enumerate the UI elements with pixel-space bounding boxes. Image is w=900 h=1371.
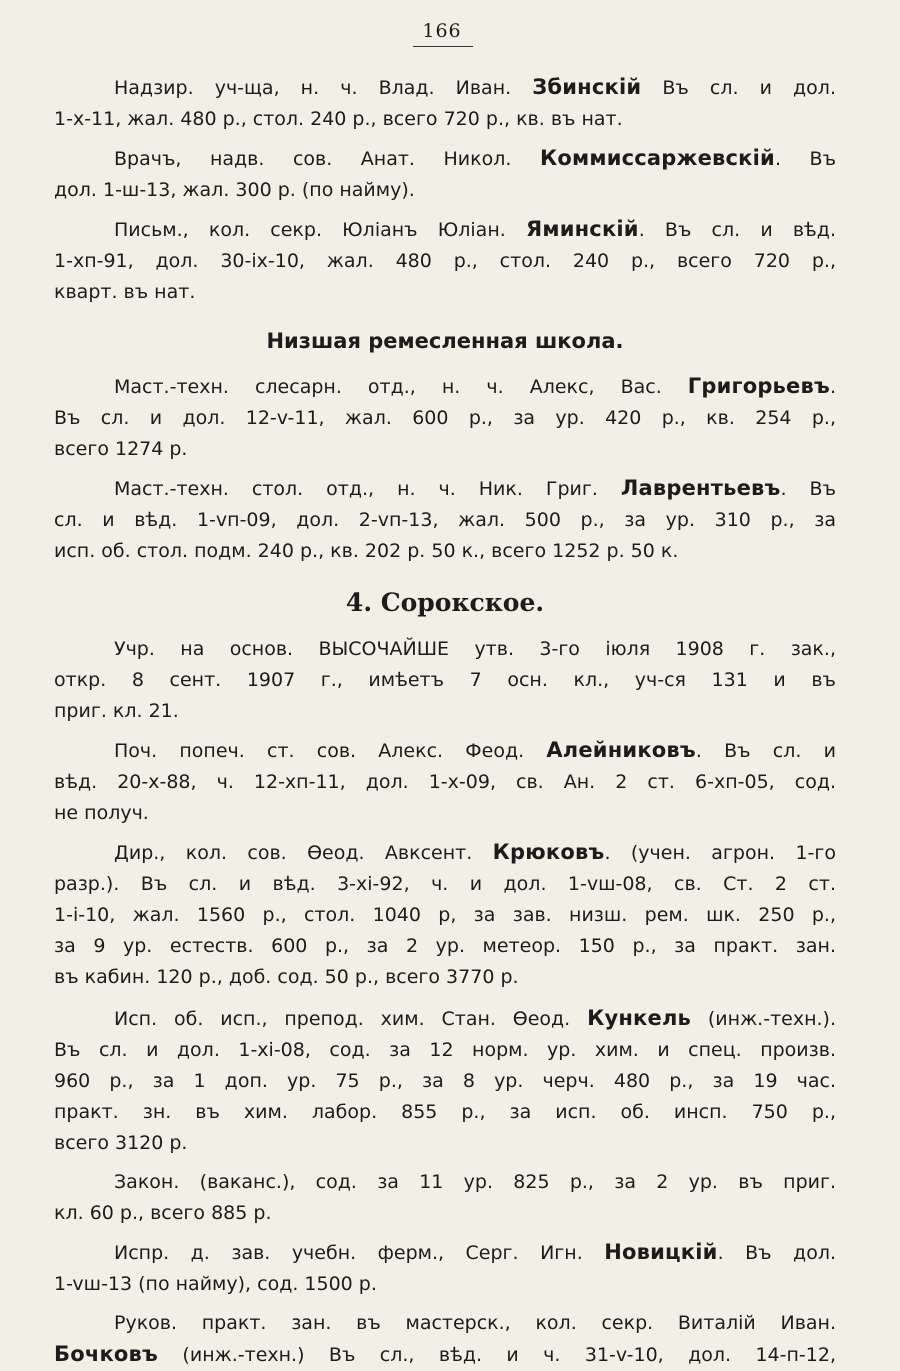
section-heading: 4. Сорокское. [345, 588, 545, 617]
entry-paragraph [54, 371, 836, 465]
page-body [54, 72, 836, 1371]
text-line: Маст.-техн. слесарн. отд., н. ч. Алекс, Вас. Григорьевъ. [114, 374, 836, 398]
text-line: сл. и вѣд. 1-vп-09, дол. 2-vп-13, жал. 500 р., за ур. 310 р., за [54, 509, 836, 531]
text-line: 960 р., за 1 доп. ур. 75 р., за 8 ур. черч. 480 р., за 19 час. [54, 1070, 836, 1092]
entry-paragraph [54, 473, 836, 567]
person-surname: Збинскій [532, 75, 642, 99]
text-line: всего 3120 р. [54, 1132, 188, 1154]
entry-paragraph [54, 634, 836, 727]
person-surname: Новицкій [604, 1240, 718, 1264]
text-line: въ кабин. 120 р., доб. сод. 50 р., всего 3770 р. [54, 966, 519, 988]
person-surname: Яминскій [525, 217, 639, 241]
person-surname: Кункель [587, 1006, 692, 1030]
text-line: вѣд. 20-х-88, ч. 12-хп-11, дол. 1-х-09, св. Ан. 2 ст. 6-хп-05, сод. [54, 771, 836, 793]
text-line: исп. об. стол. подм. 240 р., кв. 202 р. 50 к., всего 1252 р. 50 к. [54, 540, 679, 562]
text-line: Учр. на основ. ВЫСОЧАЙШЕ утв. 3-го іюля 1908 г. зак., [114, 638, 836, 660]
person-surname: Григорьевъ [687, 374, 830, 398]
text-line: Маст.-техн. стол. отд., н. ч. Ник. Григ. Лаврентьевъ. Въ [114, 476, 836, 500]
text-line: не получ. [54, 802, 149, 824]
text-line: 1-х-11, жал. 480 р., стол. 240 р., всего 720 р., кв. въ нат. [54, 108, 623, 130]
page-number-rule [413, 46, 473, 47]
text-line: Испр. д. зав. учебн. ферм., Серг. Игн. Новицкій. Въ дол. [114, 1240, 836, 1264]
spacer [54, 993, 836, 1003]
entry-paragraph [54, 1167, 836, 1229]
text-line: приг. кл. 21. [54, 700, 179, 722]
text-line: 1-і-10, жал. 1560 р., стол. 1040 р, за зав. низш. рем. шк. 250 р., [54, 904, 836, 926]
text-line: Поч. попеч. ст. сов. Алекс. Феод. Алейниковъ. Въ сл. и [114, 738, 836, 762]
entry-paragraph [54, 143, 836, 206]
entry-paragraph [54, 1237, 836, 1300]
text-line: кл. 60 р., всего 885 р. [54, 1202, 272, 1224]
entry-paragraph [54, 735, 836, 829]
text-line: Закон. (ваканс.), сод. за 11 ур. 825 р., за 2 ур. въ приг. [114, 1171, 836, 1193]
text-line: Дир., кол. сов. Ѳеод. Авксент. Крюковъ. (учен. агрон. 1-го [114, 840, 836, 864]
text-line: Руков. практ. зан. въ мастерск., кол. секр. Виталій Иван. [114, 1312, 836, 1334]
section-heading: Низшая ремесленная школа. [266, 329, 624, 353]
text-line: Надзир. уч-ща, н. ч. Влад. Иван. Збинскій Въ сл. и дол. [114, 75, 836, 99]
entry-paragraph [54, 837, 836, 993]
text-line: кварт. въ нат. [54, 281, 196, 303]
entry-paragraph [54, 214, 836, 308]
text-line: 1-хп-91, дол. 30-іх-10, жал. 480 р., стол. 240 р., всего 720 р., [54, 250, 836, 272]
person-surname: Крюковъ [492, 840, 605, 864]
person-surname: Лаврентьевъ [620, 476, 781, 500]
entry-paragraph [54, 1003, 836, 1159]
text-line: практ. зн. въ хим. лабор. 855 р., за исп. об. инсп. 750 р., [54, 1101, 836, 1123]
entry-paragraph [54, 72, 836, 135]
text-line: Въ сл. и дол. 1-хі-08, сод. за 12 норм. ур. хим. и спец. произв. [54, 1039, 836, 1061]
entry-paragraph [54, 1308, 836, 1371]
person-surname: Коммиссаржевскій [539, 146, 775, 170]
person-surname: Бочковъ [54, 1342, 159, 1366]
page-number: 166 [422, 20, 462, 42]
person-surname: Алейниковъ [546, 738, 696, 762]
text-line: Бочковъ (инж.-техн.) Въ сл., вѣд. и ч. 31-v-10, дол. 14-п-12, [54, 1342, 836, 1366]
text-line: Письм., кол. секр. Юліанъ Юліан. Яминскій. Въ сл. и вѣд. [114, 217, 836, 241]
text-line: Исп. об. исп., препод. хим. Стан. Ѳеод. Кункель (инж.-техн.). [114, 1006, 836, 1030]
text-line: 1-vш-13 (по найму), сод. 1500 р. [54, 1273, 377, 1295]
text-line: разр.). Въ сл. и вѣд. 3-хі-92, ч. и дол. 1-vш-08, св. Ст. 2 ст. [54, 873, 836, 895]
text-line: Врачъ, надв. сов. Анат. Никол. Коммиссаржевскій. Въ [114, 146, 836, 170]
text-line: за 9 ур. естеств. 600 р., за 2 ур. метеор. 150 р., за практ. зан. [54, 935, 836, 957]
text-line: дол. 1-ш-13, жал. 300 р. (по найму). [54, 179, 415, 201]
text-line: Въ сл. и дол. 12-v-11, жал. 600 р., за ур. 420 р., кв. 254 р., [54, 407, 836, 429]
text-line: откр. 8 сент. 1907 г., имѣетъ 7 осн. кл., уч-ся 131 и въ [54, 669, 836, 691]
text-line: всего 1274 р. [54, 438, 188, 460]
